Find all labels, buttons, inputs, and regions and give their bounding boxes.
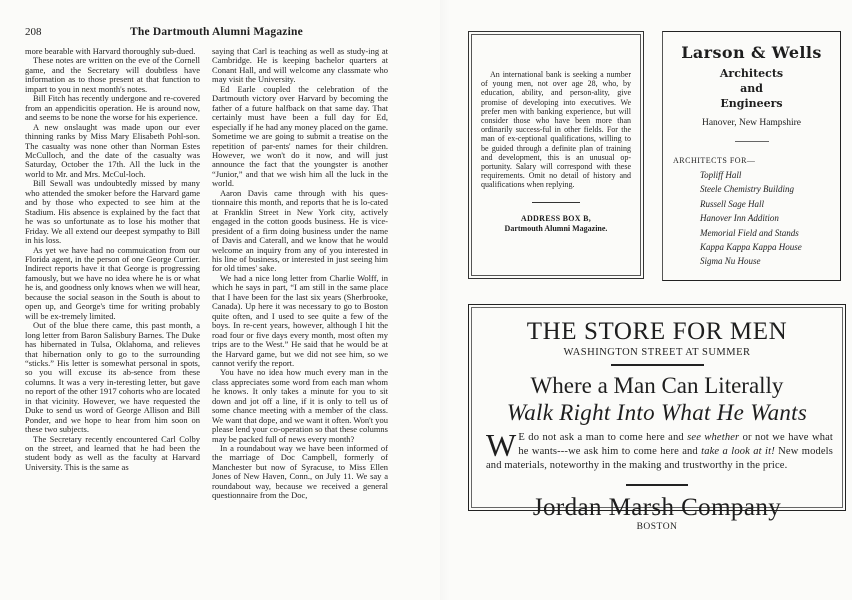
body-text: or not we have what he wants---we ask him to come here and <box>518 431 833 457</box>
article-paragraph: In a roundabout way we have been informed of the marriage of Doc Campbell, formerly of Manchester but now of Syracuse, to Miss Ellen Jones of New Haven, Conn., on July 11. We say a roundabout way, because we received a general questionnaire from the Doc, <box>212 443 388 501</box>
project-item: Steele Chemistry Building <box>700 184 794 195</box>
article-paragraph: A new onslaught was made upon our ever thinning ranks by Miss Mary Elisabeth Pohl-son. The casualty was none other than Norman Estes McCulloch, and the date of the casualty was Saturday, October the 17th. All the luck in the world to Mr. and Mrs. McCul-loch. <box>25 121 200 179</box>
article-paragraph: Bill Fitch has recently undergone and re-covered from an appendicitis operation. He is around now, and seems to be none the worse for his experience. <box>25 93 200 123</box>
body-emphasis: take a look at it! <box>701 445 775 457</box>
subtitle-line: and <box>740 82 763 95</box>
page-gutter <box>440 0 450 600</box>
article-paragraph: These notes are written on the eve of the Cornell game, and the Secretary will doubtless have information as to those present at that function to impart to you in next month's notes. <box>25 55 200 94</box>
divider-rule <box>735 141 769 142</box>
article-paragraph: Aaron Davis came through with his ques-tionnaire this month, and reports that he is lo-cated at Franklin Street in New York city, actively engaged in the cotton goods business. He is vice-president of a firm doing business under the name of Davis and Caterall, and we know that he would welcome an inquiry from any of you interested in his line of business, or interested in just seeing him for old times' sake. <box>212 187 388 274</box>
store-headline: Where a Man Can Literally <box>530 372 784 398</box>
article-paragraph: saying that Carl is teaching as well as study-ing at Cambridge. He is keeping bachelor quarters at Conant Hall, and will welcome any classmate who may visit the University. <box>212 46 388 85</box>
firm-location: Hanover, New Hampshire <box>701 118 802 128</box>
page-number: 208 <box>25 26 42 38</box>
article-paragraph: The Secretary recently encountered Carl Colby on the street, and learned that he had been the student body as well as the faculty at Harvard University. This is the same as <box>25 433 200 472</box>
body-emphasis: see whether <box>687 431 740 443</box>
project-item: Hanover Inn Addition <box>700 213 779 224</box>
divider-rule <box>611 364 704 366</box>
text-column-2 <box>212 47 388 501</box>
project-item: Kappa Kappa Kappa House <box>700 242 802 253</box>
store-advertisement <box>468 304 846 532</box>
project-item: Russell Sage Hall <box>700 198 764 209</box>
body-text: E do not ask a man to come here and <box>518 431 688 443</box>
article-paragraph: more bearable with Harvard thoroughly sub-dued. <box>25 46 196 56</box>
company-city: BOSTON <box>636 521 678 532</box>
article-paragraph: Out of the blue there came, this past month, a long letter from Baron Salisbury Barnes. The Duke has hibernated in Tulsa, Oklahoma, and relieves that hibernation only to go to the surrounding “sticks.” His letter is somewhat personal in spots, so you will excuse its ab-sence from these columns. It was a very in-teresting letter, but gave no report of the other 1917 cohorts who are located in that vicinity. However, we have requested the Duke to send us word of George Allison and Bill Ponder, and we hope to hear from him soon on these two subjects. <box>25 320 200 435</box>
text-column-1 <box>25 47 200 472</box>
project-item: Sigma Nu House <box>700 256 761 267</box>
project-item: Memorial Field and Stands <box>700 227 799 238</box>
firm-name: Larson & Wells <box>681 43 822 62</box>
architects-advertisement <box>662 31 841 281</box>
company-name: Jordan Marsh Company <box>532 493 782 521</box>
store-title: THE STORE FOR MEN <box>526 318 788 345</box>
divider-rule <box>626 484 688 486</box>
bank-ad-magazine: Dartmouth Alumni Magazine. <box>504 223 608 233</box>
bank-ad-body <box>481 70 631 190</box>
article-paragraph: We had a nice long letter from Charlie Wolff, in which he says in part, “I am still in the same place that I have been for the last six years (Sherbrooke, Canada). Up here it was necessary to go to Boston quite often, and I used to see quite a few of the boys. In re-cent years, however, although I hit the road four or five days every month, most often my trips are to the West.” He said that he would be at the Harvard game, but we did not see him, so we cannot verify the report. <box>212 272 388 368</box>
running-title: The Dartmouth Alumni Magazine <box>130 26 303 38</box>
subtitle-line: Engineers <box>720 97 783 110</box>
store-headline-italic: Walk Right Into What He Wants <box>506 399 808 425</box>
article-paragraph: Ed Earle coupled the celebration of the Dartmouth victory over Harvard by becoming the father of a future halfback on that same day. That certainly must have been a full day for Ed, especially if he had any money placed on the game. Sometime we are going to submit a treatise on the repetition of par-ents' names for their children. However, we won't do it now, and will just announce the fact that the youngster is another “Junior,” and that we wish him all the luck in the world. <box>212 83 388 189</box>
bank-ad-text: An international bank is seeking a number of young men, not over age 28, who, by education, ability, and person-ality, give promise of developing into executives. We prefer men with banking experience, but will consider those who have been more than ordinarily success-ful in other fields. For the man of ex-ceptional qualifications, willing to be guided through a definite plan of training and development, this is an unusual op-portunity. Salary will correspond with these requirements. Omit no detail of history and qualifications when replying. <box>481 70 631 190</box>
bank-ad-address: ADDRESS BOX B, <box>520 213 592 223</box>
projects-heading: ARCHITECTS FOR— <box>673 156 756 165</box>
article-paragraph: As yet we have had no commuication from our Florida agent, in the person of one George Currier. Indirect reports have it that George is progressing famously, but we have no idea where he is or what he is, and goodness only knows when we will hear, because the social season in the South is about to open up, and George's time for writing probably will be ex-tremely limited. <box>25 244 200 321</box>
drop-cap: W <box>486 426 517 463</box>
article-paragraph: You have no idea how much every man in the class appreciates some word from each man whom he knows. It only takes a minute for you to sit down and jot off a line, if it is only to tell us of some chance meeting with a member of the class. We want that dope, and we want it often. Won't you please lend your co-operation so that these columns may be packed full of news every month? <box>212 367 388 444</box>
store-address: WASHINGTON STREET AT SUMMER <box>563 347 751 358</box>
page-header <box>25 26 429 40</box>
projects-list <box>663 168 840 269</box>
store-body-text <box>486 426 833 474</box>
divider-rule <box>532 202 580 203</box>
bank-advertisement <box>468 31 644 279</box>
project-item: Topliff Hall <box>700 170 742 180</box>
article-paragraph: Bill Sewall was undoubtedly missed by many who attended the smoker before the Harvard game and by those who expected to see him at the Stadium. His absence is explained by the fact that he was so unfortunate as to lose his mother that Friday. We all extend our deepest sympathy to Bill in his loss. <box>25 178 200 246</box>
body-text: New models and materials, noteworthy in the making and trustworthy in the price. <box>486 445 833 471</box>
subtitle-line: Architects <box>719 67 784 80</box>
firm-subtitle <box>663 66 840 111</box>
